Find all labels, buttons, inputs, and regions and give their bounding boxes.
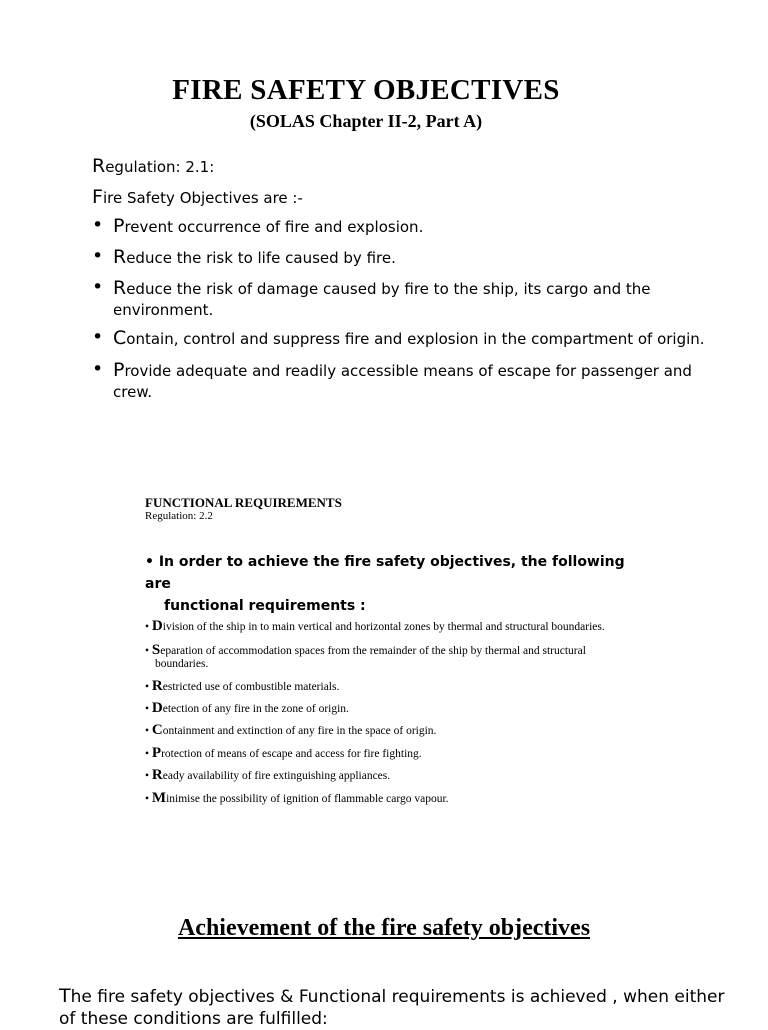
functional-intro <box>145 551 625 617</box>
objective-item <box>92 247 712 269</box>
functional-cap: M <box>151 790 167 806</box>
functional-item <box>145 620 705 634</box>
functional-text: eparation of accommodation spaces from the remainder of the ship by thermal and structural <box>160 645 586 657</box>
functional-text: ontainment and extinction of any fire in the space of origin. <box>162 725 437 737</box>
functional-text: ivision of the ship in to main vertical and horizontal zones by thermal and structural boundaries. <box>162 621 605 633</box>
functional-cap: C <box>151 722 163 738</box>
bullet-icon: • <box>145 725 150 737</box>
bullet-icon: • <box>145 770 150 782</box>
achievement-cap: T <box>59 985 71 1007</box>
achievement-heading: Achievement of the fire safety objectives <box>177 915 591 941</box>
functional-text: inimise the possibility of ignition of flammable cargo vapour. <box>166 793 449 805</box>
objective-cap: R <box>113 246 127 268</box>
functional-cap: R <box>151 678 163 694</box>
objective-cap: P <box>113 215 125 237</box>
functional-item <box>145 769 705 783</box>
functional-item <box>145 724 705 738</box>
bullet-icon: • <box>92 276 104 298</box>
objective-text: revent occurrence of fire and explosion. <box>124 218 424 236</box>
objective-text: educe the risk of damage caused by fire to the ship, its cargo and the environment. <box>113 280 651 319</box>
functional-text: etection of any fire in the zone of origin. <box>162 703 349 715</box>
bullet-icon: • <box>145 681 150 693</box>
page-title: FIRE SAFETY OBJECTIVES <box>172 74 560 106</box>
bullet-icon: • <box>145 703 150 715</box>
functional-cap: R <box>151 767 163 783</box>
objective-text: ontain, control and suppress fire and explosion in the compartment of origin. <box>126 330 705 348</box>
functional-text: rotection of means of escape and access for fire fighting. <box>161 748 422 760</box>
achievement-paragraph <box>59 985 739 1030</box>
achievement-text: he fire safety objectives & Functional requirements is achieved , when either of these conditions are fulfilled: <box>59 987 725 1029</box>
functional-text: estricted use of combustible materials. <box>162 681 340 693</box>
bullet-icon: • <box>145 621 150 633</box>
functional-item <box>145 680 705 694</box>
objectives-intro-cap: F <box>92 186 103 208</box>
bullet-icon: • <box>92 214 104 236</box>
bullet-icon: • <box>145 645 150 657</box>
regulation-text: egulation: 2.1: <box>105 158 215 176</box>
regulation-line <box>92 155 214 177</box>
functional-text: eady availability of fire extinguishing appliances. <box>162 770 391 782</box>
objective-text: educe the risk to life caused by fire. <box>126 249 396 267</box>
functional-item <box>145 747 705 761</box>
bullet-icon: • <box>145 748 150 760</box>
objective-item <box>92 360 692 403</box>
bullet-icon: • <box>92 358 104 380</box>
functional-cap: S <box>151 642 161 658</box>
objective-cap: P <box>113 359 125 381</box>
objective-cap: C <box>113 327 127 349</box>
functional-item <box>145 702 705 716</box>
objective-item <box>92 328 732 350</box>
bullet-icon: • <box>92 245 104 267</box>
functional-item <box>145 644 705 671</box>
functional-requirements-heading: FUNCTIONAL REQUIREMENTS <box>145 495 342 510</box>
objective-item <box>92 278 652 321</box>
objectives-intro-text: ire Safety Objectives are :- <box>102 189 303 207</box>
page-subtitle: (SOLAS Chapter II-2, Part A) <box>249 111 483 131</box>
regulation-cap: R <box>92 155 106 177</box>
functional-cap: D <box>151 700 163 716</box>
functional-regulation: Regulation: 2.2 <box>145 510 213 522</box>
functional-item <box>145 792 705 806</box>
functional-text-continued: boundaries. <box>155 658 209 670</box>
functional-intro-line1: • In order to achieve the fire safety objectives, the following are <box>145 554 625 592</box>
objective-text: rovide adequate and readily accessible means of escape for passenger and crew. <box>113 362 692 401</box>
functional-intro-line2: functional requirements : <box>164 598 366 614</box>
functional-cap: D <box>151 618 163 634</box>
bullet-icon: • <box>92 326 104 348</box>
objectives-intro <box>92 186 303 208</box>
functional-cap: P <box>151 745 162 761</box>
objective-cap: R <box>113 277 127 299</box>
objective-item <box>92 216 712 238</box>
bullet-icon: • <box>145 793 150 805</box>
